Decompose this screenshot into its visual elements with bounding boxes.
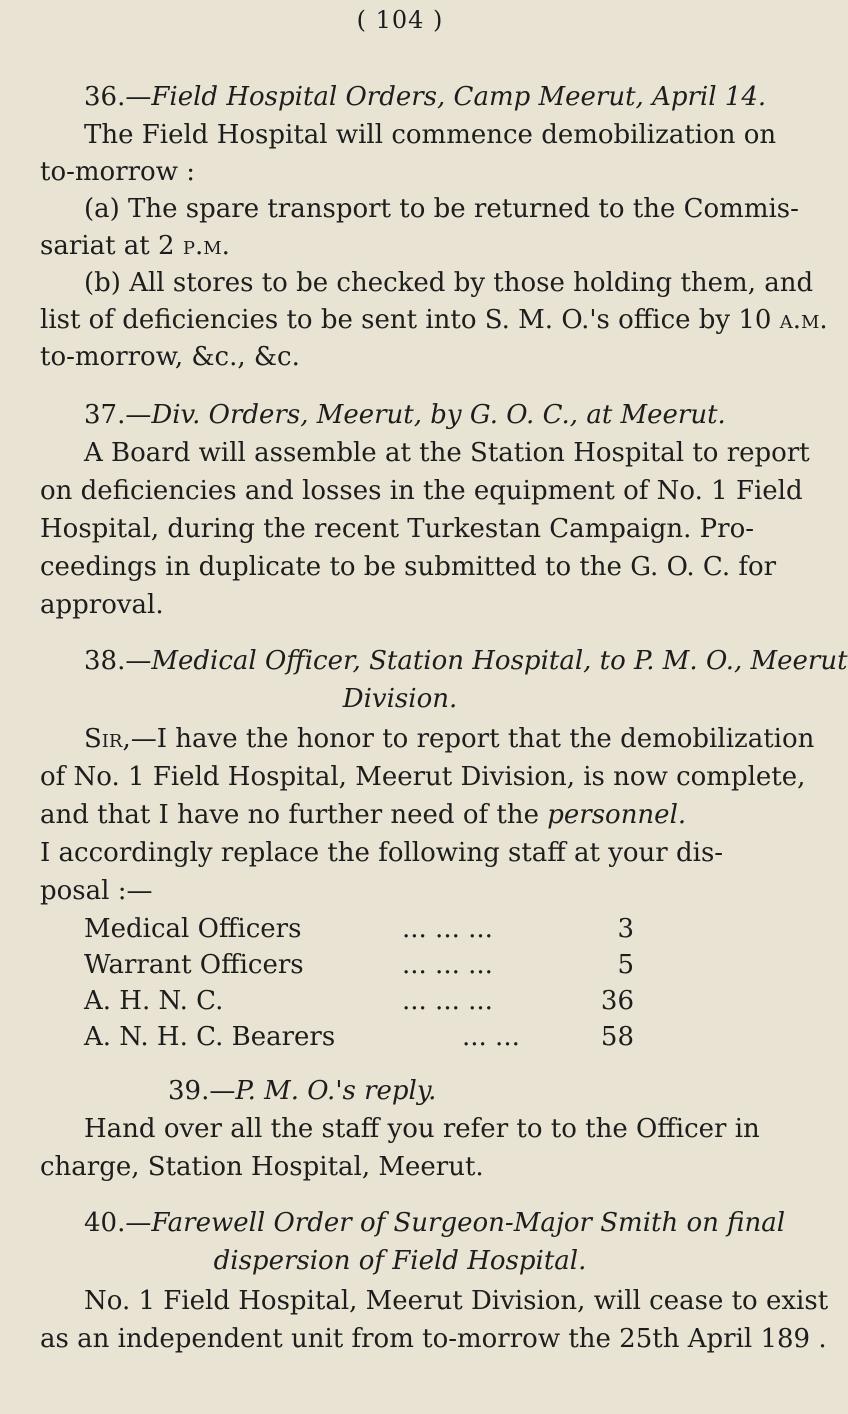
text-line: approval. bbox=[40, 590, 164, 620]
text-span: sariat at 2 bbox=[40, 231, 183, 261]
time-abbrev: p.m. bbox=[182, 231, 230, 261]
section-title-continued: dispersion of Field Hospital. bbox=[213, 1246, 587, 1276]
text-span: and that I have no further need of the bbox=[40, 800, 548, 830]
section-number: 39.— bbox=[168, 1076, 236, 1106]
text-line bbox=[40, 303, 828, 337]
text-line: (a) The spare transport to be returned to the Commis- bbox=[84, 194, 799, 224]
section-title: Medical Officer, Station Hospital, to P. M. O., Meerut bbox=[151, 646, 848, 676]
page-number: ( 104 ) bbox=[356, 6, 444, 34]
section-number: 40.— bbox=[84, 1208, 152, 1238]
section-number: 37.— bbox=[84, 400, 152, 430]
text-line: Hospital, during the recent Turkestan Campaign. Pro- bbox=[40, 514, 755, 544]
text-line: Hand over all the staff you refer to to the Officer in bbox=[84, 1114, 760, 1144]
section-title: Div. Orders, Meerut, by G. O. C., at Meerut. bbox=[151, 400, 726, 430]
staff-label: A. H. N. C. bbox=[84, 986, 224, 1016]
section-title: Field Hospital Orders, Camp Meerut, April 14. bbox=[151, 82, 767, 112]
leader-dots: ... ... ... bbox=[402, 914, 493, 944]
section-number: 36.— bbox=[84, 82, 152, 112]
section-38-heading bbox=[84, 644, 848, 678]
italic-term: personnel. bbox=[547, 800, 687, 830]
text-line: The Field Hospital will commence demobilization on bbox=[84, 120, 777, 150]
section-37-heading bbox=[84, 398, 726, 432]
salutation: Sir, bbox=[84, 724, 131, 754]
text-line: of No. 1 Field Hospital, Meerut Division, is now complete, bbox=[40, 762, 806, 792]
staff-count: 5 bbox=[617, 950, 634, 980]
section-36-heading bbox=[84, 80, 766, 114]
text-line: ceedings in duplicate to be submitted to the G. O. C. for bbox=[40, 552, 777, 582]
text-line: No. 1 Field Hospital, Meerut Division, will cease to exist bbox=[84, 1286, 829, 1316]
section-number: 38.— bbox=[84, 646, 152, 676]
staff-count: 3 bbox=[617, 914, 634, 944]
text-line: I accordingly replace the following staff at your dis- bbox=[40, 838, 724, 868]
text-line bbox=[84, 722, 814, 756]
text-line: as an independent unit from to-morrow the 25th April 189 . bbox=[40, 1324, 827, 1354]
staff-count: 36 bbox=[600, 986, 634, 1016]
text-line: on deficiencies and losses in the equipment of No. 1 Field bbox=[40, 476, 803, 506]
text-line: (b) All stores to be checked by those holding them, and bbox=[84, 268, 814, 298]
text-span: —I have the honor to report that the demobilization bbox=[130, 724, 815, 754]
staff-label: Warrant Officers bbox=[84, 950, 304, 980]
section-title: Farewell Order of Surgeon-Major Smith on final bbox=[151, 1208, 786, 1238]
text-line: to-morrow, &c., &c. bbox=[40, 342, 300, 372]
section-40-heading bbox=[84, 1206, 785, 1240]
text-line: A Board will assemble at the Station Hospital to report bbox=[84, 438, 810, 468]
text-line: charge, Station Hospital, Meerut. bbox=[40, 1152, 484, 1182]
leader-dots: ... ... bbox=[462, 1022, 520, 1052]
leader-dots: ... ... ... bbox=[402, 950, 493, 980]
section-39-heading bbox=[168, 1074, 436, 1108]
staff-label: A. N. H. C. Bearers bbox=[84, 1022, 336, 1052]
time-abbrev: a.m. bbox=[779, 305, 828, 335]
leader-dots: ... ... ... bbox=[402, 986, 493, 1016]
staff-count: 58 bbox=[600, 1022, 634, 1052]
text-line bbox=[40, 229, 230, 263]
text-span: list of deficiencies to be sent into S. M. O.'s office by 10 bbox=[40, 305, 780, 335]
text-line bbox=[40, 798, 686, 832]
text-line: to-morrow : bbox=[40, 157, 195, 187]
section-title: P. M. O.'s reply. bbox=[235, 1076, 437, 1106]
text-line: posal :— bbox=[40, 876, 153, 906]
section-title-continued: Division. bbox=[342, 684, 458, 714]
staff-label: Medical Officers bbox=[84, 914, 302, 944]
